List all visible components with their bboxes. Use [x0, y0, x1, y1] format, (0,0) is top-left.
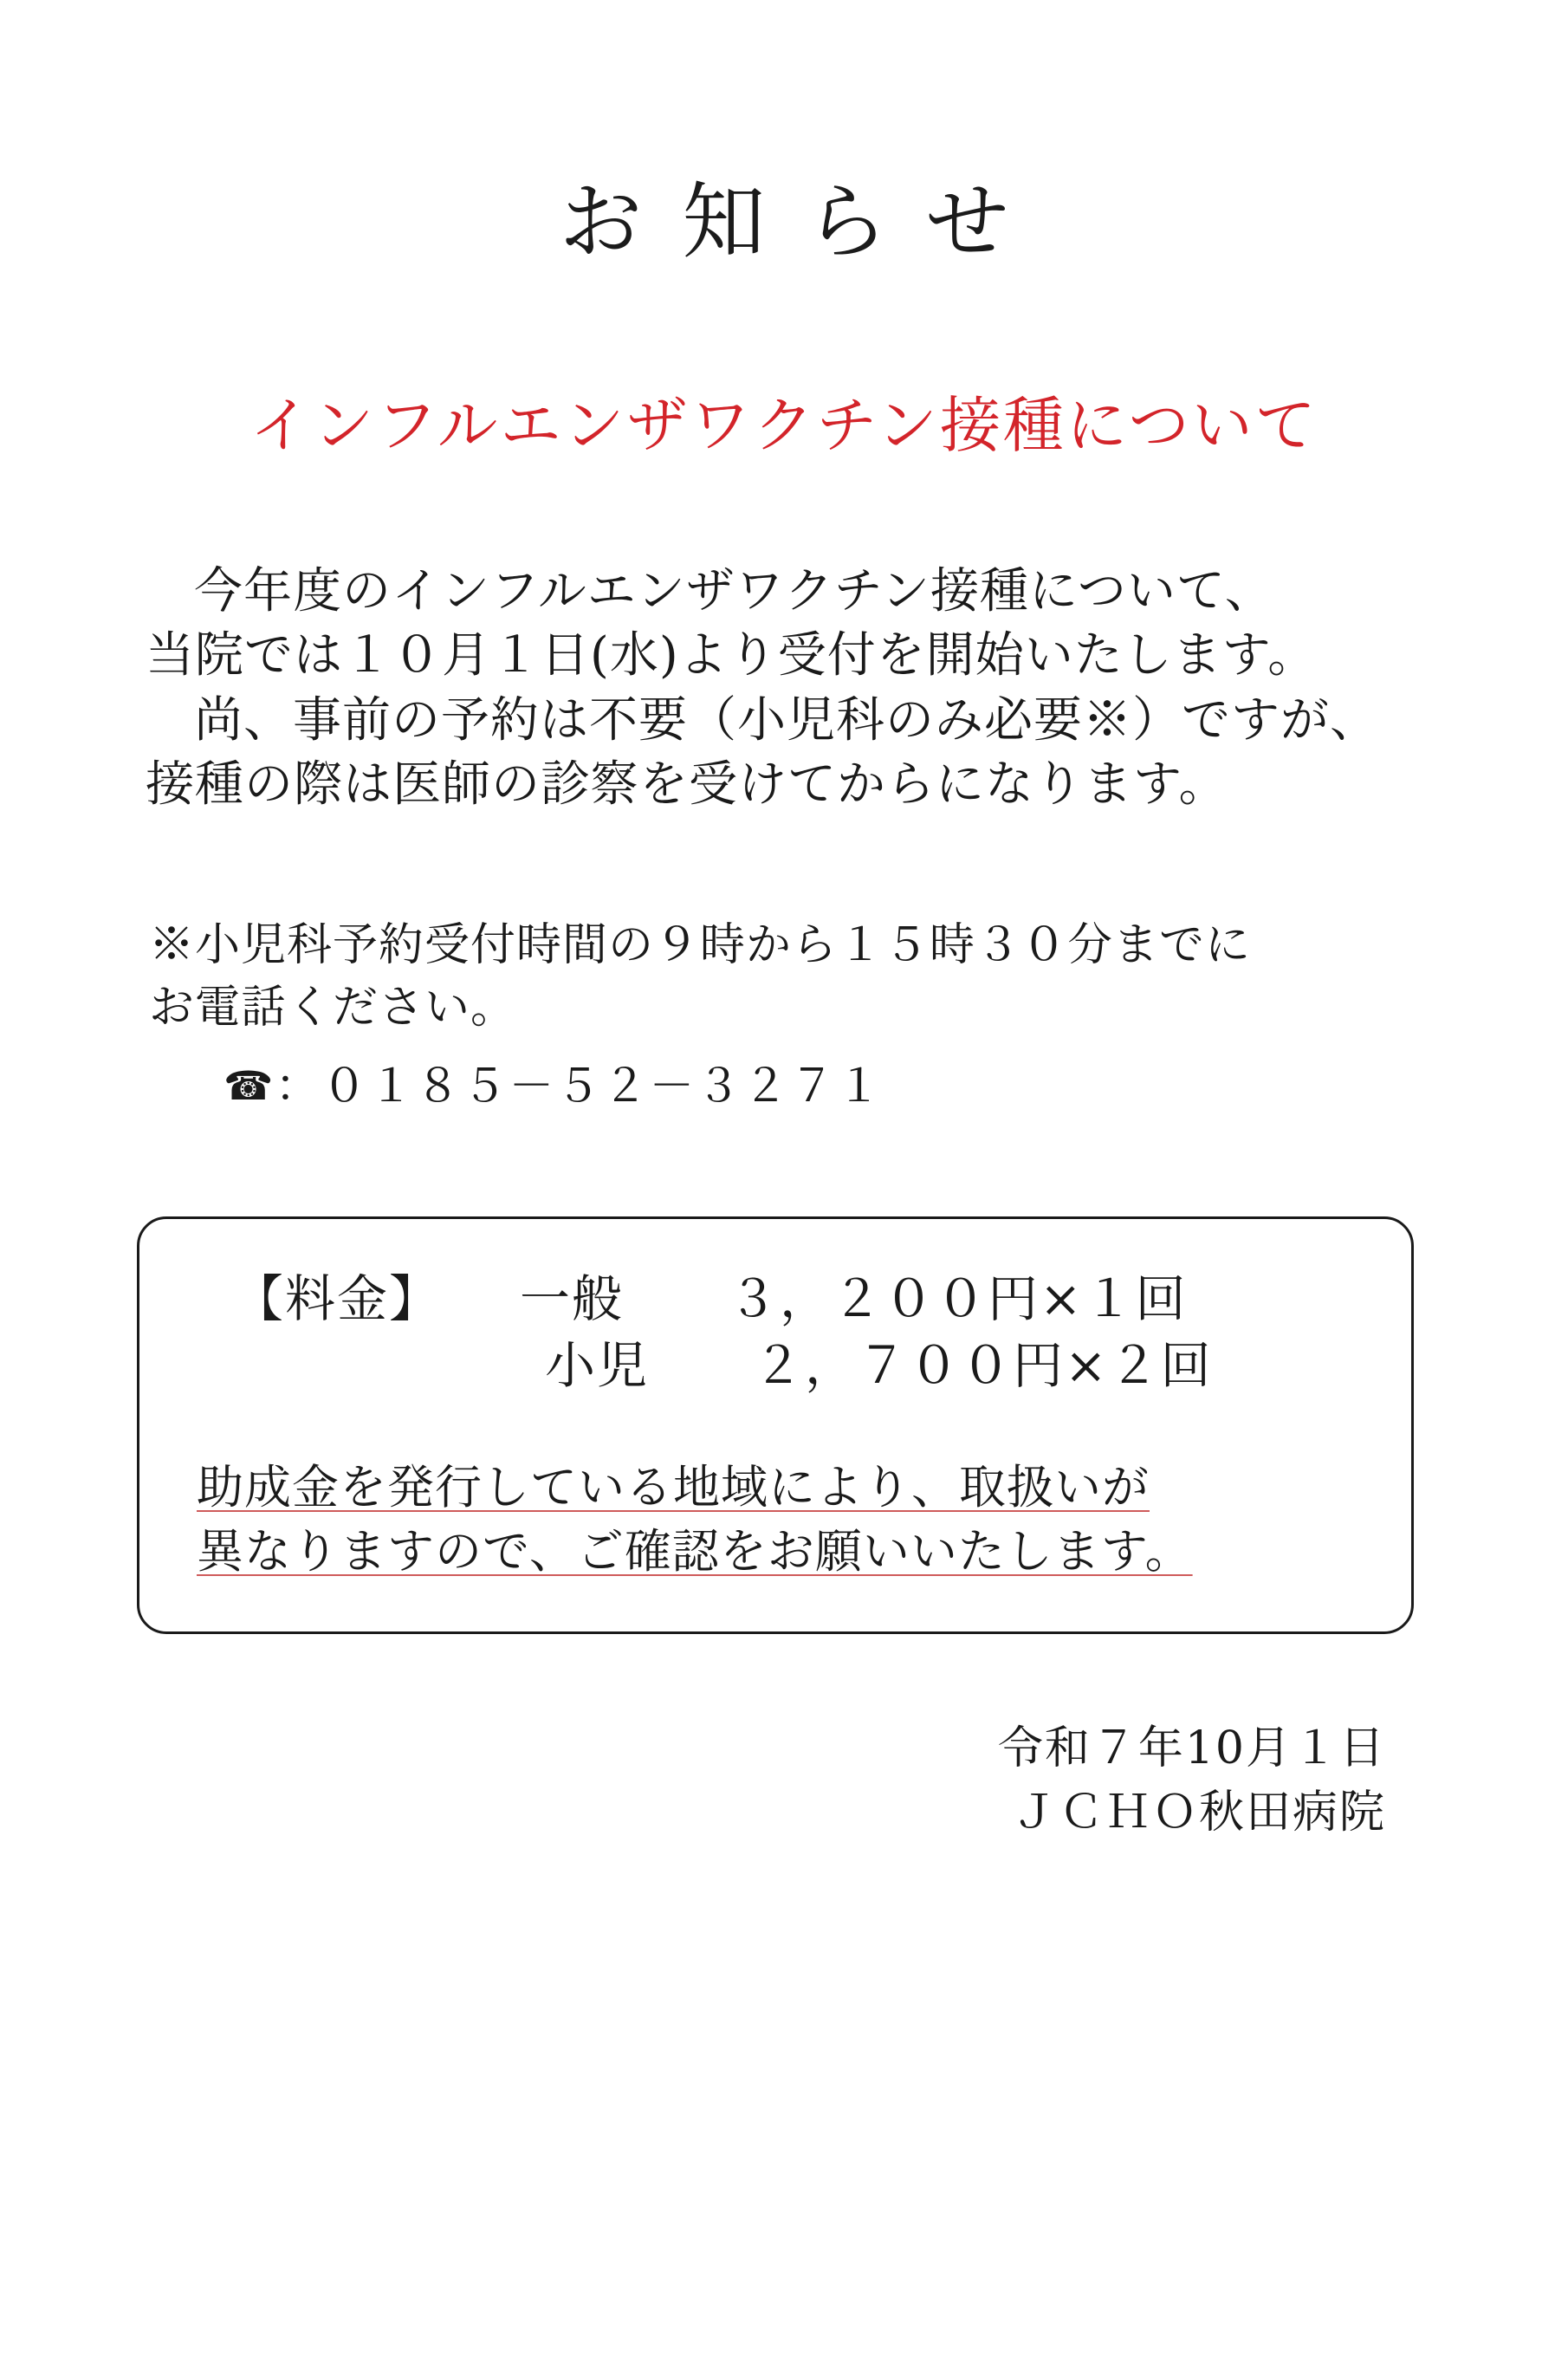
signature-date: 令和７年10月１日 [997, 1722, 1386, 1775]
body-text [95, 560, 1473, 818]
document-subtitle: インフルエンザワクチン接種について [249, 390, 1319, 461]
price-note-line: 助成金を発行している地域により、取扱いが [197, 1460, 1150, 1515]
body-line: 尚、事前の予約は不要（小児科のみ必要※）ですが、 [194, 691, 1379, 749]
signature-organization: ＪＣＨＯ秋田病院 [1011, 1787, 1386, 1839]
page-title: お知らせ [559, 173, 1049, 270]
price-row: 【料金】 一般 ３，２００円×１回 [233, 1269, 1188, 1329]
body-line: 当院では１０月１日(水)より受付を開始いたします。 [146, 627, 1318, 684]
body-line: 接種の際は医師の診察を受けてからになります。 [146, 756, 1228, 814]
telephone-row [149, 1049, 1473, 1114]
price-note [139, 1456, 1411, 1583]
telephone-number: ：０１８５－５２－３２７１ [275, 1061, 884, 1113]
signature-block [95, 1717, 1473, 1845]
price-note-line: 異なりますので、ご確認をお願いいたします。 [197, 1523, 1193, 1579]
note-line: ※小児科予約受付時間の９時から１５時３０分までに [149, 918, 1252, 971]
reservation-note [95, 915, 1473, 1115]
note-line: お電話ください。 [149, 981, 517, 1034]
telephone-icon: ☎ [224, 1062, 275, 1110]
notice-document [0, 156, 1568, 2374]
price-box [137, 1216, 1414, 1634]
price-row: 小児 ２，７００円×２回 [233, 1335, 1213, 1395]
body-line: 今年度のインフルエンザワクチン接種について、 [194, 563, 1274, 619]
